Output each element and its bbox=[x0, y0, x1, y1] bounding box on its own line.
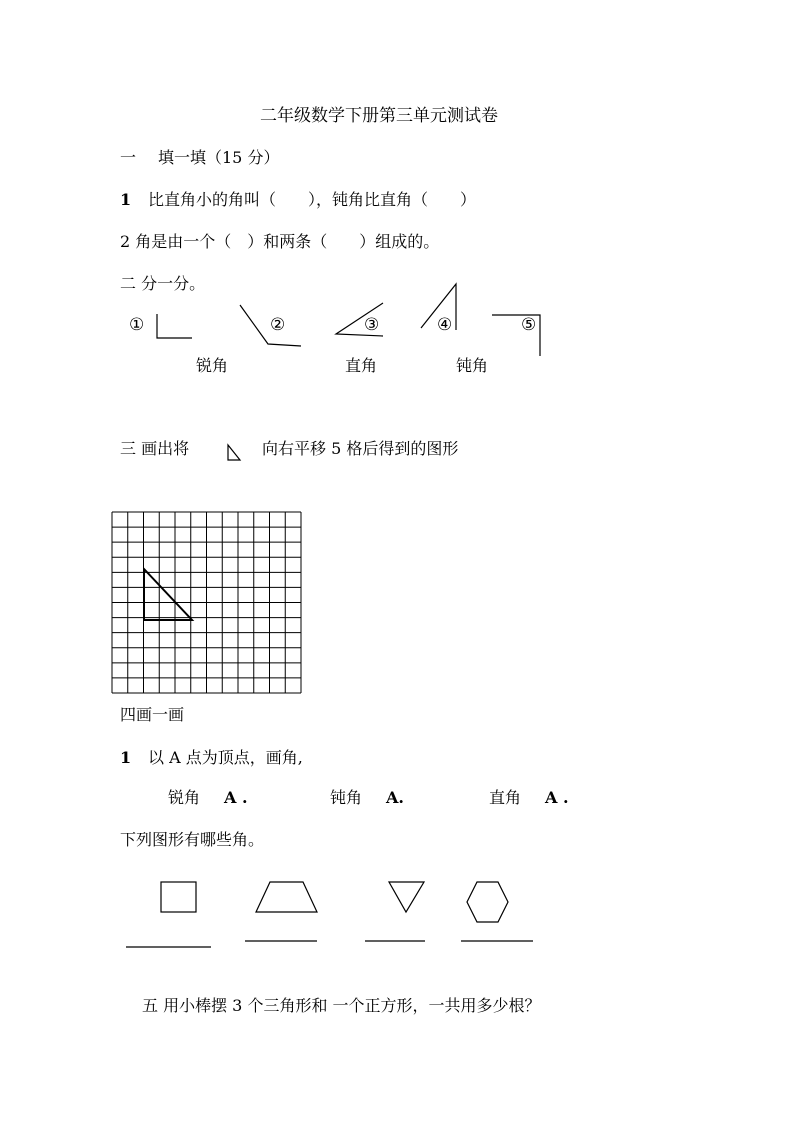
prompt-acute-point: A . bbox=[224, 788, 248, 807]
square-shape bbox=[161, 882, 196, 912]
prompt-acute-label: 锐角 bbox=[168, 788, 201, 807]
angle-2-mark: ② bbox=[270, 315, 286, 335]
section1-heading: 填一填（15 分） bbox=[158, 148, 280, 167]
hexagon-shape bbox=[467, 882, 508, 922]
angle-1-mark: ① bbox=[129, 315, 145, 335]
section3-heading-suffix: 向右平移 5 格后得到的图形 bbox=[262, 439, 459, 458]
q1-text: 比直角小的角叫（ ），钝角比直角（ ） bbox=[148, 190, 477, 209]
section2-heading: 二 分一分。 bbox=[120, 274, 206, 293]
trapezoid-shape bbox=[256, 882, 317, 912]
angle-4-mark: ④ bbox=[437, 315, 453, 335]
category-acute: 锐角 bbox=[196, 356, 229, 375]
q2-text: 2 角是由一个（ ）和两条（ ）组成的。 bbox=[120, 232, 440, 251]
section1-number: 一 bbox=[120, 148, 137, 167]
angle-3-mark: ③ bbox=[364, 315, 380, 335]
section5-text: 五 用小棒摆 3 个三角形和 一个正方形，一共用多少根？ bbox=[142, 996, 541, 1015]
section4-heading: 四画一画 bbox=[120, 705, 185, 724]
prompt-obtuse-point: A. bbox=[386, 788, 404, 807]
section4-q1-text: 以 A 点为顶点，画角, bbox=[148, 748, 303, 767]
q1-number: 1 bbox=[120, 190, 132, 209]
category-obtuse: 钝角 bbox=[456, 356, 489, 375]
prompt-right-point: A . bbox=[545, 788, 569, 807]
section4-q1-number: 1 bbox=[120, 748, 132, 767]
prompt-right-label: 直角 bbox=[489, 788, 522, 807]
prompt-obtuse-label: 钝角 bbox=[330, 788, 363, 807]
inverted-triangle-shape bbox=[389, 882, 424, 912]
category-right: 直角 bbox=[345, 356, 378, 375]
section3-heading-prefix: 三 画出将 bbox=[120, 439, 190, 458]
section4-q2-text: 下列图形有哪些角。 bbox=[120, 830, 265, 849]
angle-5-mark: ⑤ bbox=[521, 315, 537, 335]
page-title: 二年级数学下册第三单元测试卷 bbox=[260, 106, 498, 126]
